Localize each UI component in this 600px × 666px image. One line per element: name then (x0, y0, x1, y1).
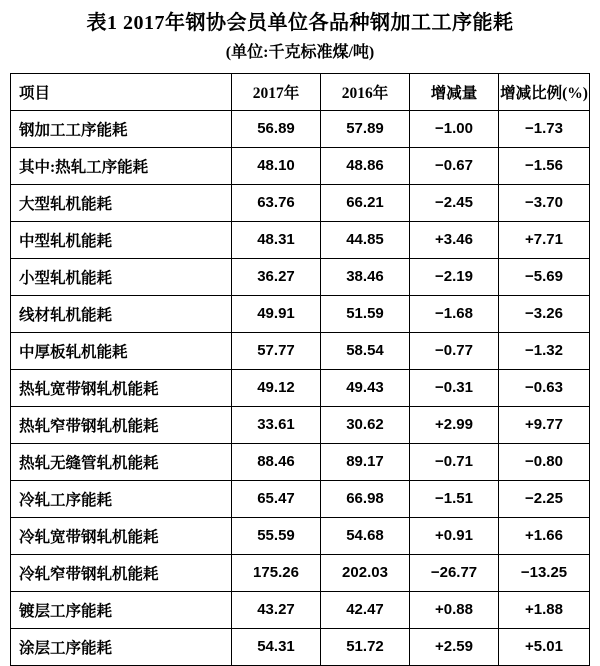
column-header-item: 项目 (11, 73, 232, 110)
cell-delta: −26.77 (410, 554, 499, 591)
cell-2017: 54.31 (232, 628, 321, 665)
cell-percent: +5.01 (499, 628, 590, 665)
cell-2016: 66.21 (321, 184, 410, 221)
cell-2016: 89.17 (321, 443, 410, 480)
cell-item: 其中:热轧工序能耗 (11, 147, 232, 184)
cell-delta: +2.59 (410, 628, 499, 665)
cell-item: 镀层工序能耗 (11, 591, 232, 628)
table-header-row (11, 73, 590, 110)
table-head (11, 73, 590, 110)
cell-delta: +2.99 (410, 406, 499, 443)
table-row (11, 591, 590, 628)
column-header-percent: 增减比例(%) (499, 73, 590, 110)
table-row (11, 406, 590, 443)
table-row (11, 628, 590, 665)
cell-percent: −3.26 (499, 295, 590, 332)
cell-percent: +9.77 (499, 406, 590, 443)
table-row (11, 295, 590, 332)
cell-item: 热轧窄带钢轧机能耗 (11, 406, 232, 443)
cell-item: 冷轧宽带钢轧机能耗 (11, 517, 232, 554)
cell-2016: 202.03 (321, 554, 410, 591)
table-row (11, 443, 590, 480)
cell-percent: −1.32 (499, 332, 590, 369)
cell-delta: +3.46 (410, 221, 499, 258)
cell-2016: 58.54 (321, 332, 410, 369)
table-row (11, 221, 590, 258)
cell-percent: −3.70 (499, 184, 590, 221)
cell-delta: −1.68 (410, 295, 499, 332)
table-row (11, 554, 590, 591)
cell-percent: −0.80 (499, 443, 590, 480)
cell-2016: 49.43 (321, 369, 410, 406)
cell-2017: 55.59 (232, 517, 321, 554)
cell-2016: 66.98 (321, 480, 410, 517)
cell-delta: −1.51 (410, 480, 499, 517)
cell-percent: −13.25 (499, 554, 590, 591)
cell-item: 中厚板轧机能耗 (11, 332, 232, 369)
cell-percent: −5.69 (499, 258, 590, 295)
table-body (11, 110, 590, 665)
cell-percent: +1.66 (499, 517, 590, 554)
cell-2017: 49.91 (232, 295, 321, 332)
cell-2016: 42.47 (321, 591, 410, 628)
cell-item: 钢加工工序能耗 (11, 110, 232, 147)
cell-delta: −0.31 (410, 369, 499, 406)
cell-2017: 48.31 (232, 221, 321, 258)
table-unit-subtitle: (单位:千克标准煤/吨) (225, 44, 375, 61)
table-row (11, 517, 590, 554)
cell-2017: 65.47 (232, 480, 321, 517)
cell-item: 大型轧机能耗 (11, 184, 232, 221)
cell-delta: −0.77 (410, 332, 499, 369)
cell-2016: 48.86 (321, 147, 410, 184)
column-header-delta: 增减量 (410, 73, 499, 110)
cell-2017: 48.10 (232, 147, 321, 184)
cell-delta: −1.00 (410, 110, 499, 147)
cell-2017: 63.76 (232, 184, 321, 221)
cell-item: 冷轧窄带钢轧机能耗 (11, 554, 232, 591)
table-row (11, 480, 590, 517)
column-header-2016: 2016年 (321, 73, 410, 110)
cell-delta: +0.88 (410, 591, 499, 628)
cell-percent: −2.25 (499, 480, 590, 517)
cell-2017: 56.89 (232, 110, 321, 147)
cell-delta: −0.71 (410, 443, 499, 480)
cell-percent: −1.56 (499, 147, 590, 184)
cell-2017: 43.27 (232, 591, 321, 628)
column-header-2017: 2017年 (232, 73, 321, 110)
cell-2016: 51.72 (321, 628, 410, 665)
table-row (11, 332, 590, 369)
cell-percent: +7.71 (499, 221, 590, 258)
table-row (11, 147, 590, 184)
cell-2017: 175.26 (232, 554, 321, 591)
cell-2017: 36.27 (232, 258, 321, 295)
cell-2017: 33.61 (232, 406, 321, 443)
cell-item: 冷轧工序能耗 (11, 480, 232, 517)
table-row (11, 184, 590, 221)
cell-2016: 51.59 (321, 295, 410, 332)
energy-consumption-table (10, 73, 590, 666)
cell-2016: 38.46 (321, 258, 410, 295)
cell-2016: 57.89 (321, 110, 410, 147)
cell-percent: −1.73 (499, 110, 590, 147)
cell-delta: −2.45 (410, 184, 499, 221)
cell-2017: 49.12 (232, 369, 321, 406)
cell-item: 热轧宽带钢轧机能耗 (11, 369, 232, 406)
cell-2017: 88.46 (232, 443, 321, 480)
cell-delta: −0.67 (410, 147, 499, 184)
table-row (11, 258, 590, 295)
table-title: 表1 2017年钢协会员单位各品种钢加工工序能耗 (86, 12, 514, 34)
cell-item: 线材轧机能耗 (11, 295, 232, 332)
table-row (11, 110, 590, 147)
cell-percent: −0.63 (499, 369, 590, 406)
cell-delta: +0.91 (410, 517, 499, 554)
cell-item: 中型轧机能耗 (11, 221, 232, 258)
table-row (11, 369, 590, 406)
cell-item: 热轧无缝管轧机能耗 (11, 443, 232, 480)
cell-2017: 57.77 (232, 332, 321, 369)
cell-2016: 54.68 (321, 517, 410, 554)
cell-2016: 30.62 (321, 406, 410, 443)
cell-item: 小型轧机能耗 (11, 258, 232, 295)
cell-2016: 44.85 (321, 221, 410, 258)
cell-delta: −2.19 (410, 258, 499, 295)
cell-item: 涂层工序能耗 (11, 628, 232, 665)
cell-percent: +1.88 (499, 591, 590, 628)
